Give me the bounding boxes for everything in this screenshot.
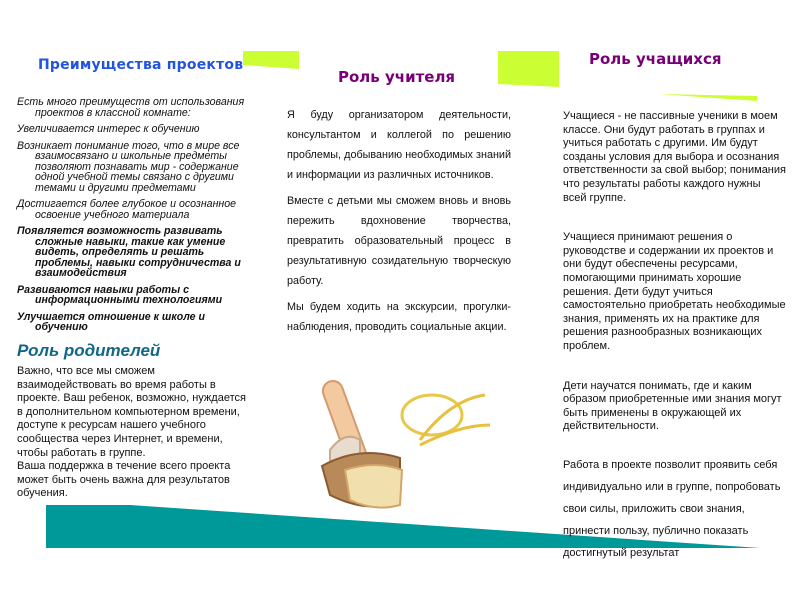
teacher-paragraph: Вместе с детьми мы сможем вновь и вновь пережить вдохновение творчества, превратить образовательный процесс в результативную созидательную творческую работу. <box>287 195 511 287</box>
list-item: Возникает понимание того, что в мире все взаимосвязано и школьные предметы позволяют познавать мир - содержание одной учебной темы связано с другими темами и другими предметами <box>17 139 240 194</box>
list-item: Появляется возможность развивать сложные навыки, такие как умение видеть, определять и решать проблемы, навыки сотрудничества и взаимодействия <box>17 225 241 279</box>
advantages-list <box>17 97 245 339</box>
parents-paragraph: Важно, что все мы сможем взаимодействовать во время работы в проекте. Ваш ребенок, возможно, нуждается в дополнительном компьютерном времени, доступе к ресурсам нашего учебного сообщества через Интернет, и времени, чтобы работать в группе. <box>17 365 246 459</box>
lime-block-middle <box>498 51 559 87</box>
list-item: Увеличивается интерес к обучению <box>17 123 200 135</box>
students-paragraph: Учащиеся принимают решения о руководстве и содержании их проектов и они будут обеспечены ресурсами, помогающими принимать хорошие решения. Дети будут учиться самостоятельно приобретать необходимые знания, применять их на практике для решения разнообразных возникающих проблем. <box>563 231 786 352</box>
list-item: Развиваются навыки работы с информационными технологиями <box>17 283 223 306</box>
students-paragraph: Дети научатся понимать, где и каким образом приобретенные ими знания могут быть применены в окружающей их действительности. <box>563 379 782 433</box>
teacher-paragraph: Мы будем ходить на экскурсии, прогулки-наблюдения, проводить социальные акции. <box>287 301 511 333</box>
list-item: Есть много преимуществ от использования проектов в классной комнате: <box>17 96 245 119</box>
teacher-text <box>287 105 511 343</box>
lime-line-right <box>659 94 757 101</box>
list-item: Достигается более глубокое и осознанное освоение учебного материала <box>17 198 237 221</box>
parents-text <box>17 365 249 501</box>
students-text <box>563 110 787 590</box>
students-title: Роль учащихся <box>589 50 722 68</box>
teacher-paragraph: Я буду организатором деятельности, консультантом и коллегой по решению проблемы, добыванию необходимых знаний и информации из различных источников. <box>287 109 511 181</box>
teacher-title: Роль учителя <box>338 68 456 86</box>
advantages-title: Преимущества проектов <box>38 57 244 73</box>
students-paragraph: Работа в проекте позволит проявить себя индивидуально или в группе, попробовать свои силы, приложить свои знания, принести пользу, публично показать достигнутый результат <box>563 458 781 559</box>
students-paragraph: Учащиеся - не пассивные ученики в моем классе. Они будут работать в группах и учиться работать с другими. Им будут созданы условия для выбора и осознания ответственности за свой выбор; понимания что результаты работы каждого нужны всей группе. <box>563 110 786 204</box>
list-item: Улучшается отношение к школе и обучению <box>17 310 205 333</box>
bread-illustration <box>320 378 490 507</box>
parents-paragraph: Ваша поддержка в течение всего проекта может быть очень важна для результатов обучения. <box>17 460 231 500</box>
parents-title: Роль родителей <box>17 341 161 360</box>
lime-stripe-left <box>243 51 299 69</box>
